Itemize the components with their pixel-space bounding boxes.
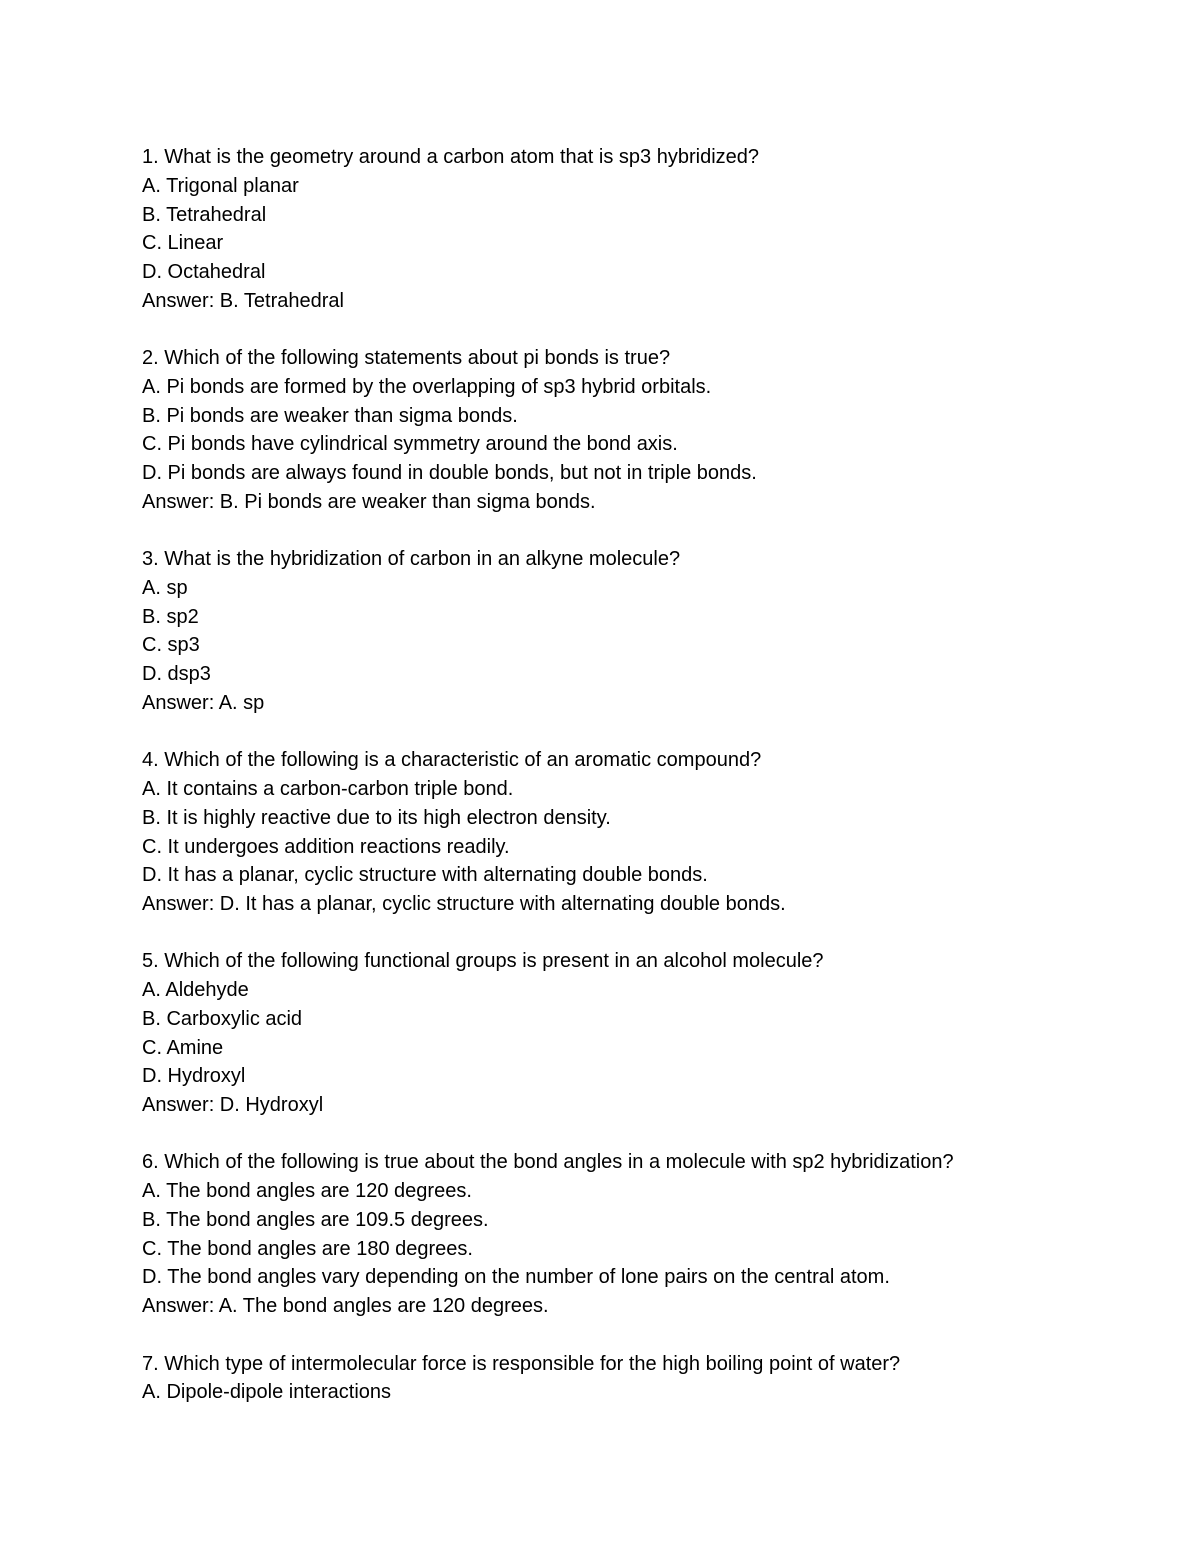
option-c: C. Amine bbox=[142, 1036, 224, 1059]
answer-line: Answer: D. It has a planar, cyclic structure with alternating double bonds. bbox=[142, 893, 786, 916]
answer-line: Answer: A. The bond angles are 120 degrees. bbox=[142, 1295, 549, 1318]
question-prompt: 4. Which of the following is a characteristic of an aromatic compound? bbox=[142, 749, 762, 772]
question-prompt: 6. Which of the following is true about the bond angles in a molecule with sp2 hybridization? bbox=[142, 1151, 954, 1174]
option-b: B. Carboxylic acid bbox=[142, 1007, 303, 1030]
option-a: A. Dipole-dipole interactions bbox=[142, 1381, 392, 1404]
option-d: D. It has a planar, cyclic structure with alternating double bonds. bbox=[142, 864, 708, 887]
option-b: B. Tetrahedral bbox=[142, 203, 267, 226]
option-c: C. sp3 bbox=[142, 634, 200, 657]
option-d: D. Pi bonds are always found in double bonds, but not in triple bonds. bbox=[142, 462, 757, 485]
question-prompt: 5. Which of the following functional groups is present in an alcohol molecule? bbox=[142, 950, 824, 973]
option-b: B. sp2 bbox=[142, 605, 199, 628]
option-a: A. Aldehyde bbox=[142, 979, 249, 1002]
document-page bbox=[142, 143, 1142, 1436]
option-b: B. It is highly reactive due to its high electron density. bbox=[142, 806, 611, 829]
question-prompt: 2. Which of the following statements about pi bonds is true? bbox=[142, 347, 671, 370]
option-a: A. Trigonal planar bbox=[142, 174, 299, 197]
option-d: D. dsp3 bbox=[142, 663, 211, 686]
question-1 bbox=[142, 143, 1142, 316]
question-2 bbox=[142, 344, 1142, 517]
option-c: C. Linear bbox=[142, 232, 224, 255]
question-3 bbox=[142, 545, 1142, 718]
question-7 bbox=[142, 1350, 1142, 1408]
option-d: D. Hydroxyl bbox=[142, 1065, 246, 1088]
question-prompt: 1. What is the geometry around a carbon atom that is sp3 hybridized? bbox=[142, 146, 760, 168]
answer-line: Answer: B. Tetrahedral bbox=[142, 289, 344, 312]
question-prompt: 3. What is the hybridization of carbon in an alkyne molecule? bbox=[142, 548, 681, 571]
question-prompt: 7. Which type of intermolecular force is responsible for the high boiling point of water? bbox=[142, 1352, 901, 1375]
option-d: D. Octahedral bbox=[142, 261, 266, 283]
question-4 bbox=[142, 746, 1142, 919]
option-a: A. Pi bonds are formed by the overlapping of sp3 hybrid orbitals. bbox=[142, 375, 712, 398]
option-d: D. The bond angles vary depending on the number of lone pairs on the central atom. bbox=[142, 1266, 890, 1289]
option-c: C. The bond angles are 180 degrees. bbox=[142, 1237, 473, 1260]
option-a: A. It contains a carbon-carbon triple bond. bbox=[142, 778, 514, 801]
option-b: B. The bond angles are 109.5 degrees. bbox=[142, 1208, 489, 1231]
question-5 bbox=[142, 947, 1142, 1120]
question-6 bbox=[142, 1148, 1142, 1321]
option-c: C. Pi bonds have cylindrical symmetry around the bond axis. bbox=[142, 433, 678, 456]
option-a: A. The bond angles are 120 degrees. bbox=[142, 1180, 472, 1203]
option-c: C. It undergoes addition reactions readily. bbox=[142, 835, 510, 858]
answer-line: Answer: B. Pi bonds are weaker than sigma bonds. bbox=[142, 490, 596, 513]
answer-line: Answer: D. Hydroxyl bbox=[142, 1094, 324, 1117]
answer-line: Answer: A. sp bbox=[142, 691, 265, 714]
option-b: B. Pi bonds are weaker than sigma bonds. bbox=[142, 404, 518, 427]
option-a: A. sp bbox=[142, 576, 188, 599]
